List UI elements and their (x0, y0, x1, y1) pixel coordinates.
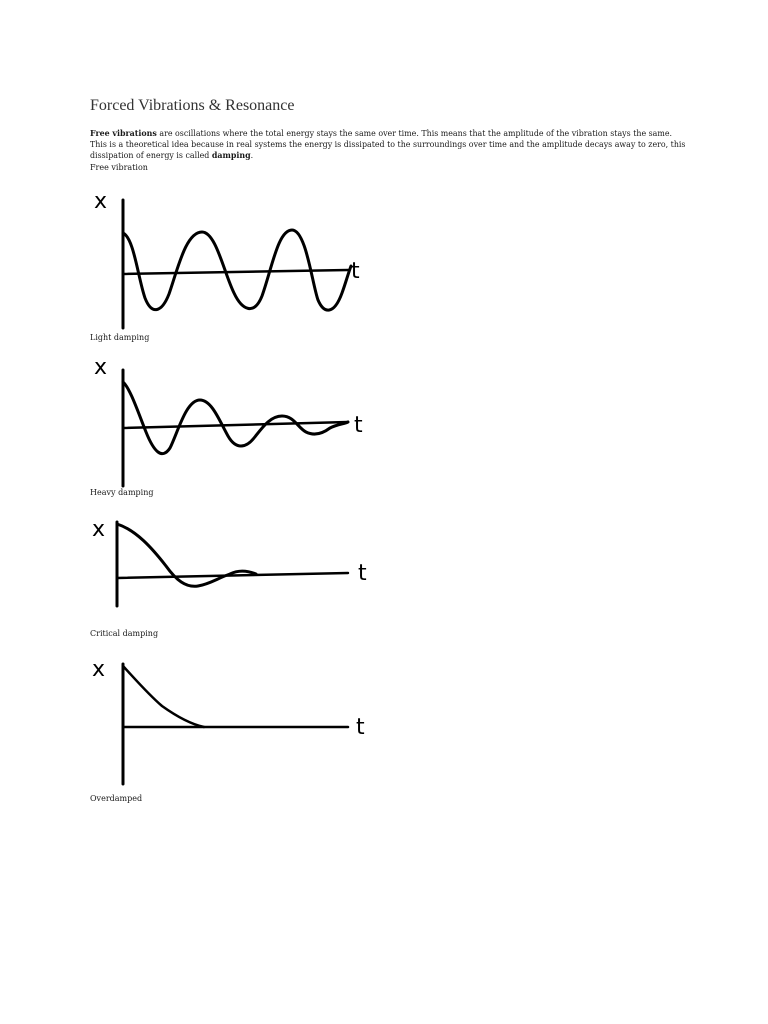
caption-heavy-damping: Heavy damping (90, 488, 154, 497)
t-axis-label: t (356, 715, 365, 740)
t-axis-label: t (351, 259, 360, 284)
graph-critical-damping (86, 650, 376, 790)
page-title: Forced Vibrations & Resonance (90, 97, 295, 114)
decaying-oscillation-curve (123, 382, 348, 454)
caption-free-vibration: Free vibration (90, 163, 148, 172)
intro-text-1: are oscillations where the total energy stays the same over time. This means that the amplitude of the vibration stays the same. This is a theoretical idea because in real systems the energy is dissipated to the surroundings over time and the amplitude decays away to zero, this dissipation of energy is called (90, 129, 686, 160)
t-axis-line (123, 422, 348, 428)
x-axis-label: x (94, 355, 108, 380)
x-axis-label: x (92, 657, 106, 682)
term-damping: damping (211, 151, 251, 160)
caption-light-damping: Light damping (90, 333, 150, 342)
t-axis-label: t (358, 561, 367, 586)
intro-text-2: . (250, 151, 254, 160)
caption-overdamped: Overdamped (90, 794, 143, 803)
graph-free-vibration (86, 188, 376, 333)
t-axis-label: t (354, 413, 363, 438)
x-axis-label: x (92, 517, 106, 542)
critically-damped-curve (123, 666, 204, 727)
intro-paragraph (90, 128, 690, 161)
graph-heavy-damping (86, 508, 376, 618)
caption-critical-damping: Critical damping (90, 629, 159, 638)
t-axis-line (123, 270, 348, 274)
x-axis-label: x (94, 189, 108, 214)
term-free-vibrations: Free vibrations (90, 129, 157, 138)
graph-light-damping (86, 352, 376, 497)
